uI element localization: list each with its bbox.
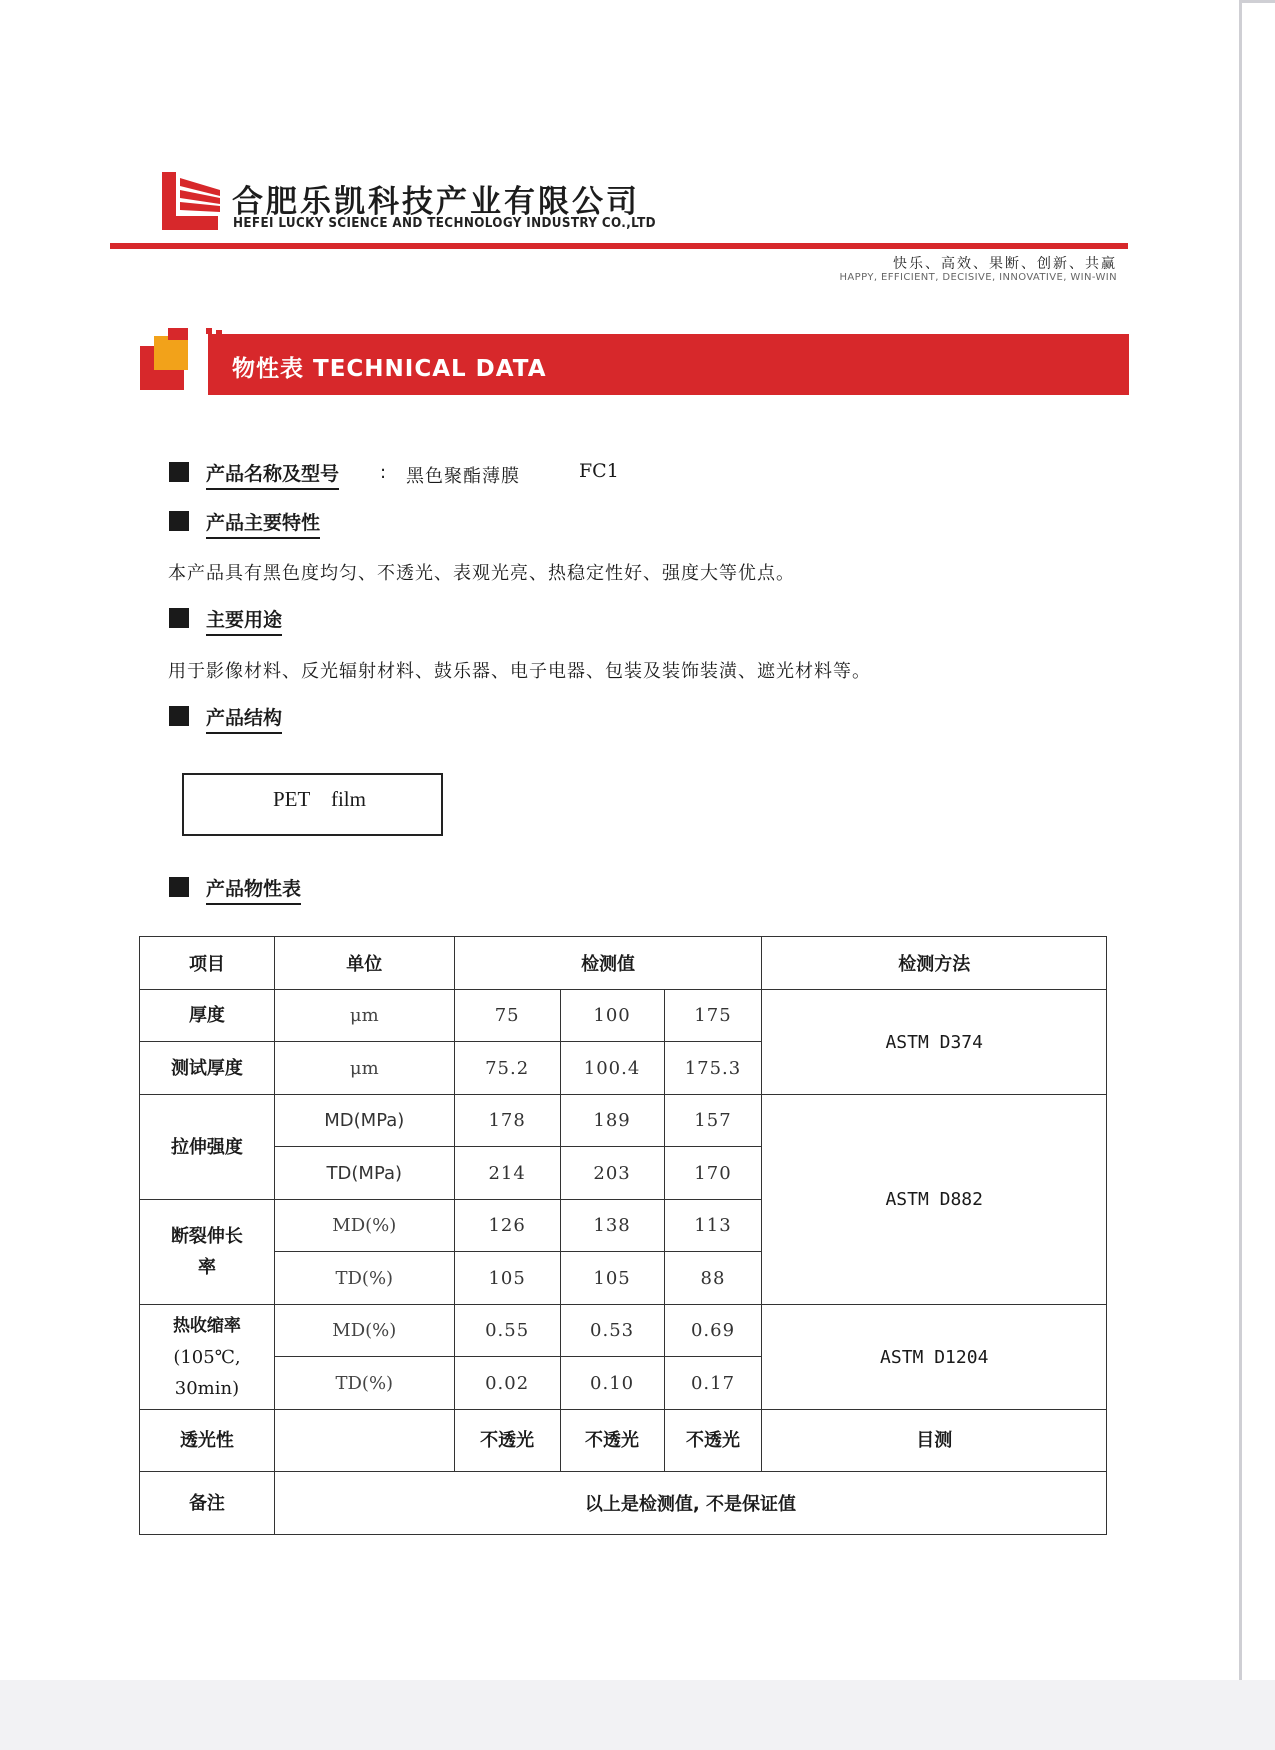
colon: : (380, 462, 387, 483)
value-cell: 不透光 (560, 1410, 664, 1472)
table-row (140, 1472, 1107, 1535)
unit-cell: μm (274, 1042, 454, 1095)
table-row (140, 1095, 1107, 1147)
shrinkage-label-line3: 30min) (174, 1377, 240, 1399)
value-cell: 不透光 (664, 1410, 762, 1472)
motto-cn: 快乐、高效、果断、创新、共赢 (893, 256, 1117, 272)
value-cell: 105 (560, 1252, 664, 1305)
value-cell: 75.2 (454, 1042, 560, 1095)
value-cell: 138 (560, 1200, 664, 1252)
value-cell: 105 (454, 1252, 560, 1305)
row-label-shrinkage (140, 1305, 275, 1410)
bullet-square-icon (169, 706, 189, 726)
unit-cell: TD(%) (274, 1357, 454, 1410)
value-cell: 189 (560, 1095, 664, 1147)
table-header-row (140, 937, 1107, 990)
table-heading: 产品物性表 (206, 874, 301, 905)
row-label-remark: 备注 (140, 1472, 275, 1535)
value-cell: 0.55 (454, 1305, 560, 1357)
unit-cell: MD(%) (274, 1200, 454, 1252)
product-name-heading: 产品名称及型号 (206, 459, 339, 490)
value-cell: 113 (664, 1200, 762, 1252)
remark-text: 以上是检测值, 不是保证值 (274, 1472, 1106, 1535)
bullet-square-icon (169, 877, 189, 897)
elongation-label-line1: 断裂伸长 (170, 1226, 243, 1247)
value-cell: 100 (560, 990, 664, 1042)
value-cell: 170 (664, 1147, 762, 1200)
elongation-label-line2: 率 (197, 1257, 216, 1278)
method-opacity: 目测 (762, 1410, 1107, 1472)
value-cell: 0.10 (560, 1357, 664, 1410)
method-shrinkage: ASTM D1204 (762, 1305, 1107, 1410)
company-logo-icon (158, 168, 222, 234)
bullet-square-icon (169, 511, 189, 531)
scan-edge-top (1239, 0, 1275, 3)
scan-bottom-margin (0, 1680, 1275, 1750)
value-cell: 0.69 (664, 1305, 762, 1357)
header-method: 检测方法 (762, 937, 1107, 990)
row-label-tensile: 拉伸强度 (140, 1095, 275, 1200)
table-row (140, 990, 1107, 1042)
table-row (140, 1410, 1107, 1472)
value-cell: 不透光 (454, 1410, 560, 1472)
section-title: 物性表 TECHNICAL DATA (232, 356, 547, 382)
value-cell: 75 (454, 990, 560, 1042)
value-cell: 157 (664, 1095, 762, 1147)
row-label-opacity: 透光性 (140, 1410, 275, 1472)
value-cell: 203 (560, 1147, 664, 1200)
value-cell: 175.3 (664, 1042, 762, 1095)
bullet-square-icon (169, 462, 189, 482)
features-heading: 产品主要特性 (206, 508, 320, 539)
header-unit: 单位 (274, 937, 454, 990)
table-row (140, 1305, 1107, 1357)
value-cell: 0.02 (454, 1357, 560, 1410)
scan-edge (1239, 0, 1242, 1700)
structure-heading: 产品结构 (206, 703, 282, 734)
unit-cell: μm (274, 990, 454, 1042)
value-cell: 0.17 (664, 1357, 762, 1410)
unit-cell: TD(%) (274, 1252, 454, 1305)
company-name-cn: 合肥乐凯科技产业有限公司 (232, 184, 640, 220)
unit-cell-empty (274, 1410, 454, 1472)
value-cell: 214 (454, 1147, 560, 1200)
row-label-elongation (140, 1200, 275, 1305)
value-cell: 175 (664, 990, 762, 1042)
unit-cell: MD(MPa) (274, 1095, 454, 1147)
header-item: 项目 (140, 937, 275, 990)
product-name: 黑色聚酯薄膜 (406, 466, 520, 487)
header-value: 检测值 (454, 937, 762, 990)
motto-en: HAPPY, EFFICIENT, DECISIVE, INNOVATIVE, WIN-WIN (839, 272, 1117, 283)
value-cell: 126 (454, 1200, 560, 1252)
row-label-measured-thickness: 测试厚度 (140, 1042, 275, 1095)
bullet-square-icon (169, 608, 189, 628)
method-mechanical: ASTM D882 (762, 1095, 1107, 1305)
value-cell: 0.53 (560, 1305, 664, 1357)
technical-data-table (139, 936, 1107, 1535)
unit-cell: MD(%) (274, 1305, 454, 1357)
company-name-en: HEFEI LUCKY SCIENCE AND TECHNOLOGY INDUSTRY CO.,LTD (233, 216, 656, 231)
header-rule (110, 243, 1128, 249)
product-model: FC1 (579, 460, 619, 482)
features-text: 本产品具有黑色度均匀、不透光、表观光亮、热稳定性好、强度大等优点。 (168, 563, 795, 584)
value-cell: 100.4 (560, 1042, 664, 1095)
uses-text: 用于影像材料、反光辐射材料、鼓乐器、电子电器、包装及装饰装潢、遮光材料等。 (168, 661, 871, 682)
structure-layer-label: PET film (273, 787, 366, 811)
value-cell: 178 (454, 1095, 560, 1147)
method-thickness: ASTM D374 (762, 990, 1107, 1095)
uses-heading: 主要用途 (206, 605, 282, 636)
row-label-thickness: 厚度 (140, 990, 275, 1042)
shrinkage-label-line1: 热收缩率 (172, 1315, 241, 1336)
shrinkage-label-line2: (105℃, (173, 1346, 241, 1368)
value-cell: 88 (664, 1252, 762, 1305)
unit-cell: TD(MPa) (274, 1147, 454, 1200)
